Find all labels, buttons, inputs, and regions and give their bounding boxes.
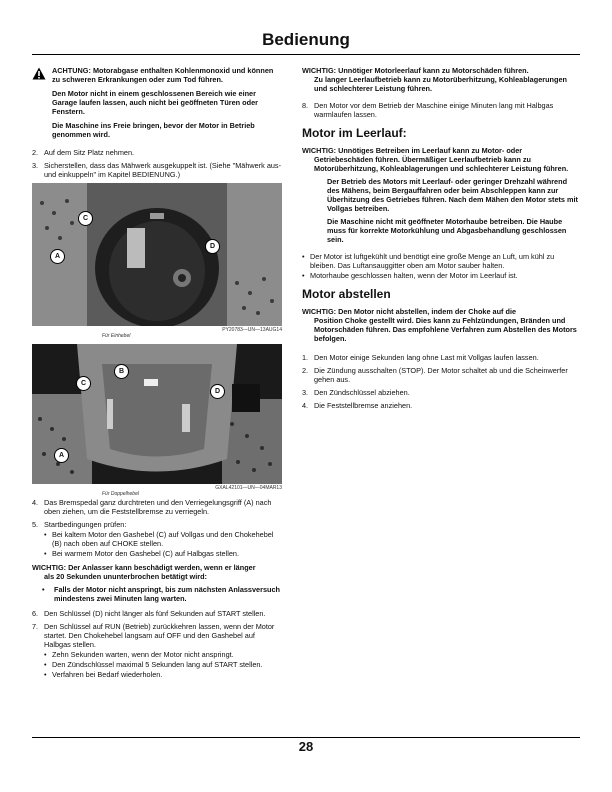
step-7 [32, 622, 282, 680]
step-number: 4. [32, 498, 39, 507]
figure-code: PY20783—UN—13AUG14 [222, 327, 282, 333]
step-text: Auf dem Sitz Platz nehmen. [44, 148, 135, 157]
callout-d: D [210, 384, 225, 399]
figure-code: GXAL42101—UN—04MAR13 [215, 485, 282, 491]
right-column [302, 66, 580, 414]
step-3 [32, 161, 282, 179]
callout-a: A [50, 249, 65, 264]
bullet-item: • Bei warmem Motor den Gashebel (C) auf Halbgas stellen. [44, 549, 239, 558]
figure-label: Für Einhebel [102, 333, 131, 339]
important-rest: Zu langer Leerlaufbetrieb kann zu Motorüberhitzung, Kohleablagerungen und schlechterer Leistung führen. [314, 75, 567, 93]
control-panel-photo-2 [32, 344, 282, 484]
stop-step-4: 4. Die Feststellbremse anziehen. [302, 401, 413, 410]
callout-c: C [78, 211, 93, 226]
left-column [32, 66, 282, 684]
important-head: WICHTIG: Unnötiges Betreiben im Leerlauf kann zu Motor- oder [302, 146, 523, 155]
important-rest: Position Choke gestellt wird. Dies kann zu Fehlzündungen, Bränden und Motorschäden führen. Das empfohlene Verfahren zum Abstellen des Motors befolgen. [314, 316, 577, 343]
step-number: 6. [32, 609, 39, 618]
warning-text-1: ACHTUNG: Motorabgase enthalten Kohlenmonoxid und können zu schweren Erkrankungen oder zum Tod führen. [52, 66, 274, 84]
important-head: WICHTIG: Der Anlasser kann beschädigt werden, wenn er länger [32, 563, 256, 572]
important-notice [32, 563, 282, 581]
control-panel-photo-1 [32, 183, 282, 326]
callout-a: A [54, 448, 69, 463]
bullet-item: • Der Motor ist luftgekühlt und benötigt eine große Menge an Luft, um kühl zu bleiben. Das Luftansauggitter oben am Motor sauber halten. [302, 252, 555, 270]
figure-label: Für Doppelhebel [102, 491, 139, 497]
warning-box [32, 66, 282, 144]
header-rule [32, 54, 580, 55]
bullet-item: • Motorhaube geschlossen halten, wenn der Motor im Leerlauf ist. [302, 271, 518, 280]
step-number: 3. [32, 161, 39, 170]
step-8 [302, 101, 580, 119]
warning-text-3: Die Maschine ins Freie bringen, bevor der Motor in Betrieb genommen wird. [52, 121, 255, 139]
important-rest: als 20 Sekunden ununterbrochen betätigt wird: [44, 572, 207, 581]
important-notice [302, 66, 580, 93]
page-title: Bedienung [262, 30, 350, 49]
callout-b: B [114, 364, 129, 379]
footer-rule [32, 737, 580, 738]
stop-step-1: 1. Den Motor einige Sekunden lang ohne Last mit Vollgas laufen lassen. [302, 353, 539, 362]
step-number: 7. [32, 622, 39, 631]
callout-d: D [205, 239, 220, 254]
step-4 [32, 498, 282, 516]
warning-triangle-icon [32, 67, 46, 80]
section-heading-idle: Motor im Leerlauf: [302, 126, 407, 140]
step-2 [32, 148, 282, 157]
step-text: Das Bremspedal ganz durchtreten und den Verriegelungsgriff (A) nach oben ziehen, um die Feststellbremse zu verriegeln. [44, 498, 272, 516]
important-head: WICHTIG: Den Motor nicht abstellen, indem der Choke auf die [302, 307, 517, 316]
important-notice [302, 146, 580, 173]
step-number: 5. [32, 520, 39, 529]
idle-paragraph-2: Die Maschine nicht mit geöffneter Motorhaube betreiben. Die Haube muss für korrekte Motorkühlung und Abgasbehandlung geschlossen sein. [327, 217, 567, 244]
figure-single-lever [32, 183, 282, 326]
warning-text-2: Den Motor nicht in einem geschlossenen Bereich wie einer Garage laufen lassen, auch nicht bei geöffneten Türen oder Fenstern. [52, 89, 258, 116]
figure-dual-lever [32, 344, 282, 484]
figure-2-caption [32, 484, 282, 496]
figure-1-caption [32, 326, 282, 338]
step-text: Den Schlüssel auf RUN (Betrieb) zurückkehren lassen, wenn der Motor startet. Den Chokehebel langsam auf OFF und den Gashebel auf Halbgas stellen. [44, 622, 275, 649]
step-text: Den Motor vor dem Betrieb der Maschine einige Minuten lang mit Halbgas warmlaufen lassen. [314, 101, 554, 119]
stop-step-2: 2. Die Zündung ausschalten (STOP). Der Motor schaltet ab und die Scheinwerfer gehen aus. [302, 366, 568, 384]
step-text: Sicherstellen, dass das Mähwerk ausgekuppelt ist. (Siehe "Mähwerk aus- und einkuppeln" im Kapitel BEDIENUNG.) [44, 161, 282, 179]
step-number: 2. [32, 148, 39, 157]
important-head: WICHTIG: Unnötiger Motorleerlauf kann zu Motorschäden führen. [302, 66, 529, 75]
callout-c: C [76, 376, 91, 391]
important-notice [302, 307, 580, 343]
important-rest: Getriebeschäden führen. Übermäßiger Leerlaufbetrieb kann zu Motorüberhitzung, Kohleablagerungen und schlechterer Leistung führen. [314, 155, 569, 173]
page-number: 28 [298, 739, 314, 754]
bullet-item: • Den Zündschlüssel maximal 5 Sekunden lang auf START stellen. [44, 660, 263, 669]
step-6 [32, 609, 282, 618]
bullet-item: • Bei kaltem Motor den Gashebel (C) auf Vollgas und den Chokehebel (B) nach oben auf CHOKE stellen. [44, 530, 274, 548]
important-bullet: • Falls der Motor nicht anspringt, bis zum nächsten Anlassversuch mindestens zwei Minuten lang warten. [42, 585, 280, 603]
idle-paragraph-1: Der Betrieb des Motors mit Leerlauf- oder geringer Drehzahl während des Mähens, beim Bergauffahren oder beim Abschleppen kann zur Überhitzung des Getriebes führen. Nach dem Mähen den Motor stets mit Vollgas betreiben. [327, 177, 578, 213]
step-5 [32, 520, 282, 559]
stop-step-3: 3. Den Zündschlüssel abziehen. [302, 388, 410, 397]
section-heading-stop: Motor abstellen [302, 287, 391, 301]
bullet-item: • Verfahren bei Bedarf wiederholen. [44, 670, 163, 679]
step-text: Startbedingungen prüfen: [44, 520, 127, 529]
step-number: 8. [302, 101, 309, 110]
bullet-item: • Zehn Sekunden warten, wenn der Motor nicht anspringt. [44, 650, 234, 659]
step-text: Den Schlüssel (D) nicht länger als fünf Sekunden auf START stellen. [44, 609, 266, 618]
